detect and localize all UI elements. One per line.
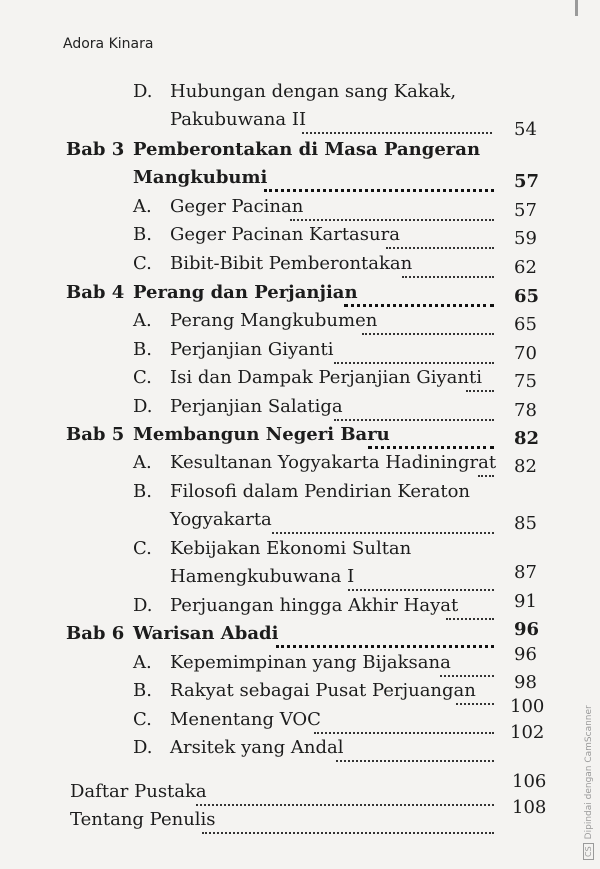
dot-leader [402, 276, 494, 278]
entry-title: Perang Mangkubumen [170, 310, 378, 331]
chapter-title: Membangun Negeri Baru [133, 424, 390, 445]
page-number: 85 [514, 513, 537, 534]
page-number: 102 [510, 722, 545, 743]
dot-leader [336, 760, 494, 762]
entry-title: Geger Pacinan Kartasura [170, 224, 400, 245]
entry-title: Geger Pacinan [170, 196, 304, 217]
entry-title: Perjuangan hingga Akhir Hayat [170, 595, 459, 616]
scanner-watermark [583, 705, 594, 860]
dot-leader [446, 618, 494, 620]
chapter-title: Warisan Abadi [133, 623, 279, 644]
page-number: 106 [512, 771, 547, 792]
corner-mark [575, 0, 578, 16]
page-number: 65 [514, 286, 540, 307]
entry-label: C. [133, 367, 152, 388]
toc-entry-kebijakan [0, 538, 600, 568]
page-number: 59 [514, 228, 537, 249]
chapter-label: Bab 4 [66, 282, 125, 303]
dot-leader [334, 419, 494, 421]
dot-leader [272, 532, 494, 534]
entry-title-line1: Kebijakan Ekonomi Sultan [170, 538, 412, 559]
entry-title: Perjanjian Salatiga [170, 396, 343, 417]
page-number: 62 [514, 257, 537, 278]
toc-entry-perang-mangkubumen [0, 310, 600, 340]
toc-chapter-4 [0, 282, 600, 312]
entry-label: B. [133, 680, 152, 701]
entry-label: B. [133, 481, 152, 502]
toc-entry-perjanjian-giyanti [0, 339, 600, 369]
watermark-text: Dipindai dengan CamScanner [584, 705, 594, 840]
toc-entry-hubungan [0, 81, 600, 111]
toc-entry-kepemimpinan [0, 644, 600, 682]
entry-title: Kesultanan Yogyakarta Hadiningrat [170, 452, 497, 473]
entry-title-line1: Filosofi dalam Pendirian Keraton [170, 481, 471, 502]
entry-label: B. [133, 339, 152, 360]
page-number: 96 [514, 644, 537, 665]
dot-leader [368, 446, 494, 449]
entry-title: Bibit-Bibit Pemberontakan [170, 253, 413, 274]
page-number: 70 [514, 343, 537, 364]
entry-title: Rakyat sebagai Pusat Perjuangan [170, 680, 476, 701]
page-number: 54 [514, 119, 537, 140]
page-number: 57 [514, 171, 540, 192]
chapter-title-line2: Mangkubumi [133, 167, 268, 188]
toc-chapter-3 [0, 139, 600, 169]
page-number: 82 [514, 456, 537, 477]
page-number: 98 [514, 672, 537, 693]
page-number: 87 [514, 562, 537, 583]
dot-leader [440, 675, 494, 677]
entry-title: Isi dan Dampak Perjanjian Giyanti [170, 367, 482, 388]
toc-entry-filosofi-cont [0, 509, 600, 539]
chapter-title-line1: Pemberontakan di Masa Pangeran [133, 139, 481, 160]
chapter-label: Bab 3 [66, 139, 125, 160]
chapter-title: Perang dan Perjanjian [133, 282, 358, 303]
entry-title: Perjanjian Giyanti [170, 339, 334, 360]
dot-leader [276, 645, 494, 648]
entry-label: A. [133, 196, 152, 217]
dot-leader [334, 362, 494, 364]
entry-title-line2: Pakubuwana II [170, 109, 307, 130]
entry-title-line2: Hamengkubuwana I [170, 566, 355, 587]
page-number: 57 [514, 200, 537, 221]
page-number: 91 [514, 591, 537, 612]
entry-title: Menentang VOC [170, 709, 321, 730]
entry-title: Kepemimpinan yang Bijaksana [170, 652, 451, 673]
entry-label: D. [133, 595, 153, 616]
page-number: 78 [514, 400, 537, 421]
entry-label: B. [133, 224, 152, 245]
dot-leader [302, 132, 492, 134]
toc-entry-filosofi [0, 481, 600, 511]
entry-label: A. [133, 452, 152, 473]
entry-title: Daftar Pustaka [70, 781, 207, 802]
toc-entry-geger-pacinan [0, 196, 600, 226]
dot-leader [466, 390, 494, 392]
entry-label: C. [133, 538, 152, 559]
entry-label: D. [133, 81, 153, 102]
entry-title-line2: Yogyakarta [170, 509, 272, 530]
toc-entry-bibit-pemberontakan [0, 253, 600, 283]
dot-leader [478, 475, 494, 477]
dot-leader [314, 732, 494, 734]
page-number: 100 [510, 696, 545, 717]
entry-title: Tentang Penulis [70, 809, 216, 830]
toc-entry-daftar-pustaka [0, 771, 600, 811]
toc-entry-arsitek [0, 722, 600, 767]
page-number: 65 [514, 314, 537, 335]
entry-label: C. [133, 253, 152, 274]
toc-entry-perjuangan [0, 591, 600, 625]
toc-entry-hubungan-cont [0, 109, 600, 139]
toc-chapter-3-cont [0, 167, 600, 197]
toc-entry-geger-pacinan-kartasura [0, 224, 600, 254]
toc-entry-kebijakan-cont [0, 562, 600, 596]
dot-leader [196, 804, 494, 806]
toc-entry-perjanjian-salatiga [0, 396, 600, 426]
dot-leader [202, 832, 494, 834]
camscanner-badge-icon: CS [583, 843, 594, 860]
page-number: 82 [514, 428, 540, 449]
chapter-label: Bab 6 [66, 623, 125, 644]
dot-leader [344, 304, 494, 307]
running-header-author: Adora Kinara [63, 36, 154, 52]
entry-label: C. [133, 709, 152, 730]
toc-entry-tentang-penulis [0, 797, 600, 839]
entry-label: D. [133, 737, 153, 758]
page-number: 75 [514, 371, 537, 392]
dot-leader [456, 703, 494, 705]
dot-leader [362, 333, 494, 335]
toc-chapter-5 [0, 424, 600, 454]
entry-label: A. [133, 310, 152, 331]
dot-leader [386, 247, 494, 249]
entry-label: A. [133, 652, 152, 673]
dot-leader [290, 219, 494, 221]
dot-leader [264, 189, 494, 192]
entry-label: D. [133, 396, 153, 417]
toc-entry-isi-dampak [0, 367, 600, 397]
page-number: 96 [514, 619, 540, 640]
chapter-label: Bab 5 [66, 424, 125, 445]
toc-entry-kesultanan [0, 452, 600, 482]
toc-chapter-6 [0, 619, 600, 653]
entry-title-line1: Hubungan dengan sang Kakak, [170, 81, 457, 102]
entry-title: Arsitek yang Andal [170, 737, 344, 758]
page-number: 108 [512, 797, 547, 818]
dot-leader [348, 589, 494, 591]
